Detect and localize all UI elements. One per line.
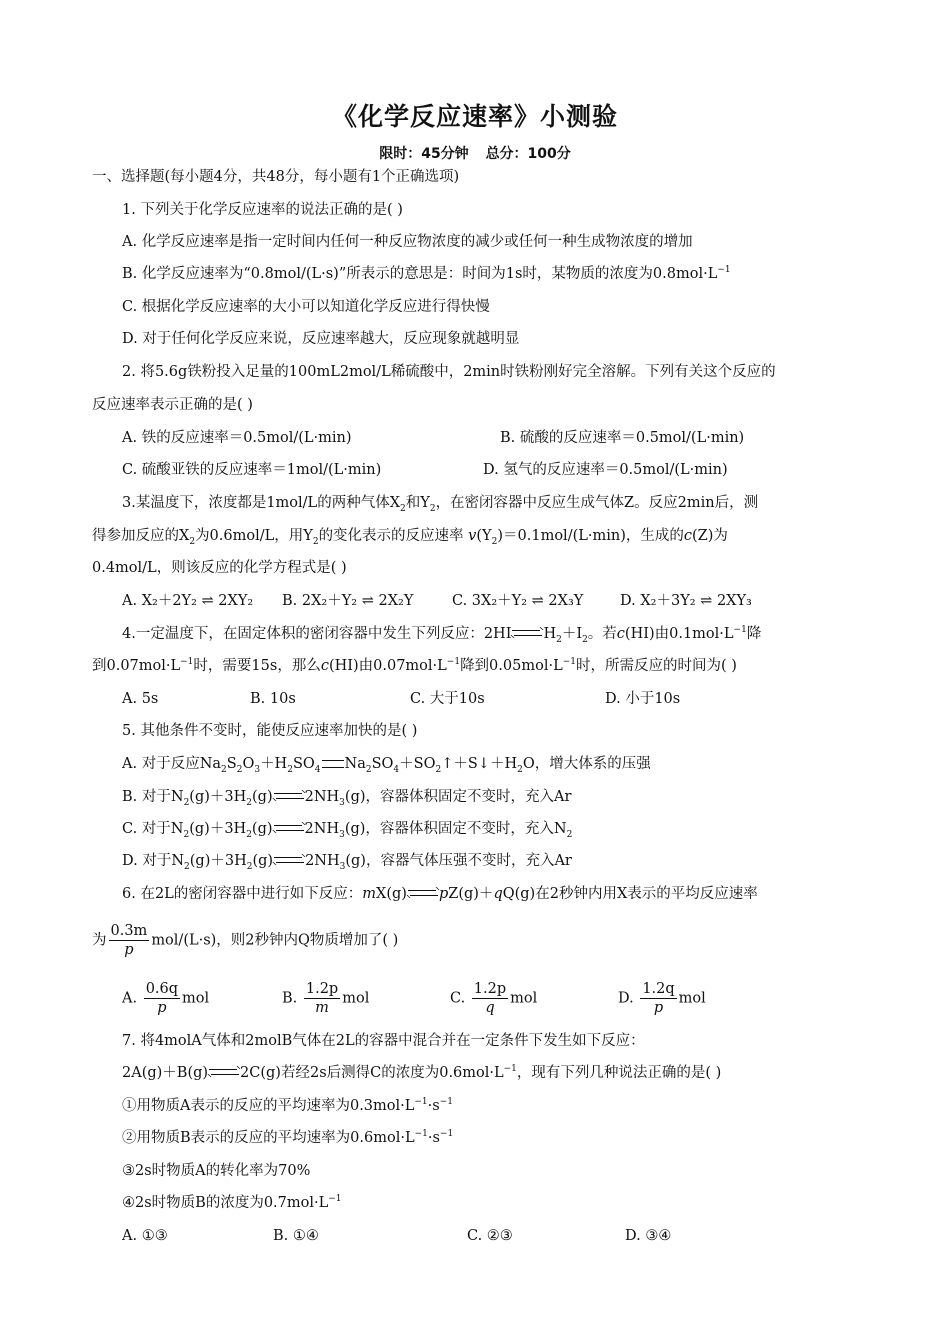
- page-title: 《化学反应速率》小测验: [331, 102, 618, 131]
- q2-stem-line2: 反应速率表示正确的是( ): [92, 397, 253, 413]
- q5-option-c: C. 对于$N_2(g)+3H_2(g)$ $2NH_3(g)$，容器体积固定不变时，充入$N_2$: [122, 821, 573, 840]
- q7-statement-4: ④2s时物质B的浓度为$0.7mol\cdot L^{-1}$: [122, 1194, 342, 1211]
- q3-option-c: C. 3X₂＋Y₂ ⇌ 2X₃Y: [452, 593, 584, 609]
- q7-statement-1: ①用物质A表示的反应的平均速率为$0.3mol\cdot L^{-1}\cdot s^{-1}$: [122, 1097, 454, 1114]
- q7-option-b: B. ①④: [273, 1228, 319, 1244]
- q2-option-c: C. 硫酸亚铁的反应速率＝1mol/(L·min): [122, 462, 382, 478]
- q3-option-b: B. 2X₂＋Y₂ ⇌ 2X₂Y: [282, 593, 414, 609]
- q1-option-b: B. 化学反应速率为“0.8mol/(L·s)”所表示的意思是：时间为1s时，某物质的浓度为$0.8mol\cdot L^{-1}$: [122, 265, 731, 282]
- q6-option-b: B. $\frac{1.2p}{m}$ mol: [282, 981, 370, 1016]
- q1-option-a: A. 化学反应速率是指一定时间内任何一种反应物浓度的减少或任何一种生成物浓度的增加: [122, 234, 693, 250]
- q1-option-d: D. 对于任何化学反应来说，反应速率越大，反应现象就越明显: [122, 331, 520, 347]
- q5-option-d: D. 对于$N_2(g)+3H_2(g)$ $2NH_3(g)$，容器气体压强不变时，充入Ar: [122, 853, 572, 872]
- q4-option-b: B. 10s: [250, 691, 296, 707]
- equilibrium-arrow-icon: [274, 823, 304, 835]
- q3-stem-line1: 3.某温度下，浓度都是1mol/L的两种气体$X_2$和$Y_2$，在密闭容器中反应生成气体Z。反应2min后，测: [122, 495, 759, 514]
- equilibrium-arrow-icon: [408, 888, 438, 900]
- q3-stem-line2: 得参加反应的$X_2$为0.6mol/L，用$Y_2$的变化表示的反应速率 $v(Y_2)=0.1mol/(L\cdot\min)$，生成的c(Z)为: [92, 528, 728, 547]
- q6-stem-line1: 6. 在2L的密闭容器中进行如下反应：mX(g) pZ(g)＋qQ(g)在2秒钟内用X表示的平均反应速率: [122, 886, 758, 902]
- q4-option-d: D. 小于10s: [605, 691, 681, 707]
- total-score: 总分：100分: [485, 146, 571, 162]
- q3-option-a: A. X₂＋2Y₂ ⇌ 2XY₂: [122, 593, 254, 609]
- section-heading: 一、选择题(每小题4分，共48分，每小题有1个正确选项): [92, 169, 460, 185]
- q6-option-d: D. $\frac{1.2q}{p}$ mol: [618, 981, 706, 1016]
- q1-option-c: C. 根据化学反应速率的大小可以知道化学反应进行得快慢: [122, 299, 490, 315]
- equilibrium-arrow-icon: [512, 628, 542, 640]
- q5-stem: 5. 其他条件不变时，能使反应速率加快的是( ): [122, 723, 418, 739]
- q4-stem-line1: 4.一定温度下，在固定体积的密闭容器中发生下列反应：2HI $H_2+I_2$。若c(HI)由$0.1mol\cdot L^{-1}$降: [122, 625, 762, 645]
- time-limit: 限时：45分钟: [379, 146, 469, 162]
- q7-equation: 2A(g)＋B(g) 2C(g)若经2s后测得C的浓度为$0.6mol\cdot L^{-1}$，现有下列几种说法正确的是( ): [122, 1064, 722, 1081]
- exam-info: [0, 143, 950, 163]
- q6-option-a: A. $\frac{0.6q}{p}$ mol: [122, 981, 210, 1016]
- fraction: $\frac{0.3m}{p}$: [110, 923, 148, 958]
- q4-option-c: C. 大于10s: [410, 691, 485, 707]
- q7-option-c: C. ②③: [467, 1228, 513, 1244]
- q6-option-c: C. $\frac{1.2p}{q}$ mol: [450, 981, 538, 1016]
- q5-option-b: B. 对于$N_2(g)+3H_2(g)$ $2NH_3(g)$，容器体积固定不变时，充入Ar: [122, 789, 572, 808]
- q2-option-d: D. 氢气的反应速率＝0.5mol/(L·min): [483, 462, 728, 478]
- q7-option-a: A. ①③: [122, 1228, 168, 1244]
- equals-sign-icon: [322, 760, 344, 768]
- q3-option-d: D. X₂＋3Y₂ ⇌ 2XY₃: [620, 593, 752, 609]
- q7-statement-3: ③2s时物质A的转化率为70%: [122, 1163, 311, 1179]
- q1-stem: 1. 下列关于化学反应速率的说法正确的是( ): [122, 202, 403, 218]
- q7-statement-2: ②用物质B表示的反应的平均速率为$0.6mol\cdot L^{-1}\cdot s^{-1}$: [122, 1129, 454, 1146]
- equilibrium-arrow-icon: [209, 1067, 239, 1079]
- q4-stem-line2: 到$0.07mol\cdot L^{-1}$时，需要15s，那么c(HI)由$0.07mol\cdot L^{-1}$降到$0.05mol\cdot L^{-1}$时，所需反应的时间为( ): [92, 657, 737, 674]
- q3-stem-line3: 0.4mol/L，则该反应的化学方程式是( ): [92, 560, 347, 576]
- q2-stem-line1: 2. 将5.6g铁粉投入足量的100mL2mol/L稀硫酸中，2min时铁粉刚好完全溶解。下列有关这个反应的: [122, 364, 776, 380]
- equilibrium-arrow-icon: [274, 855, 304, 867]
- q6-stem-line2: 为 $\frac{0.3m}{p}$ mol/(L·s)，则2秒钟内Q物质增加了( ): [92, 923, 399, 958]
- q2-option-a: A. 铁的反应速率＝0.5mol/(L·min): [122, 430, 352, 446]
- q4-option-a: A. 5s: [122, 691, 159, 707]
- q5-option-a: A. 对于反应$Na_2S_2O_3+H_2SO_4$ $Na_2SO_4+SO_2↑+S↓+H_2O$，增大体系的压强: [122, 756, 651, 775]
- q7-option-d: D. ③④: [625, 1228, 672, 1244]
- q2-option-b: B. 硫酸的反应速率＝0.5mol/(L·min): [500, 430, 745, 446]
- q7-stem: 7. 将4molA气体和2molB气体在2L的容器中混合并在一定条件下发生如下反应：: [122, 1033, 645, 1049]
- equilibrium-arrow-icon: [274, 791, 304, 803]
